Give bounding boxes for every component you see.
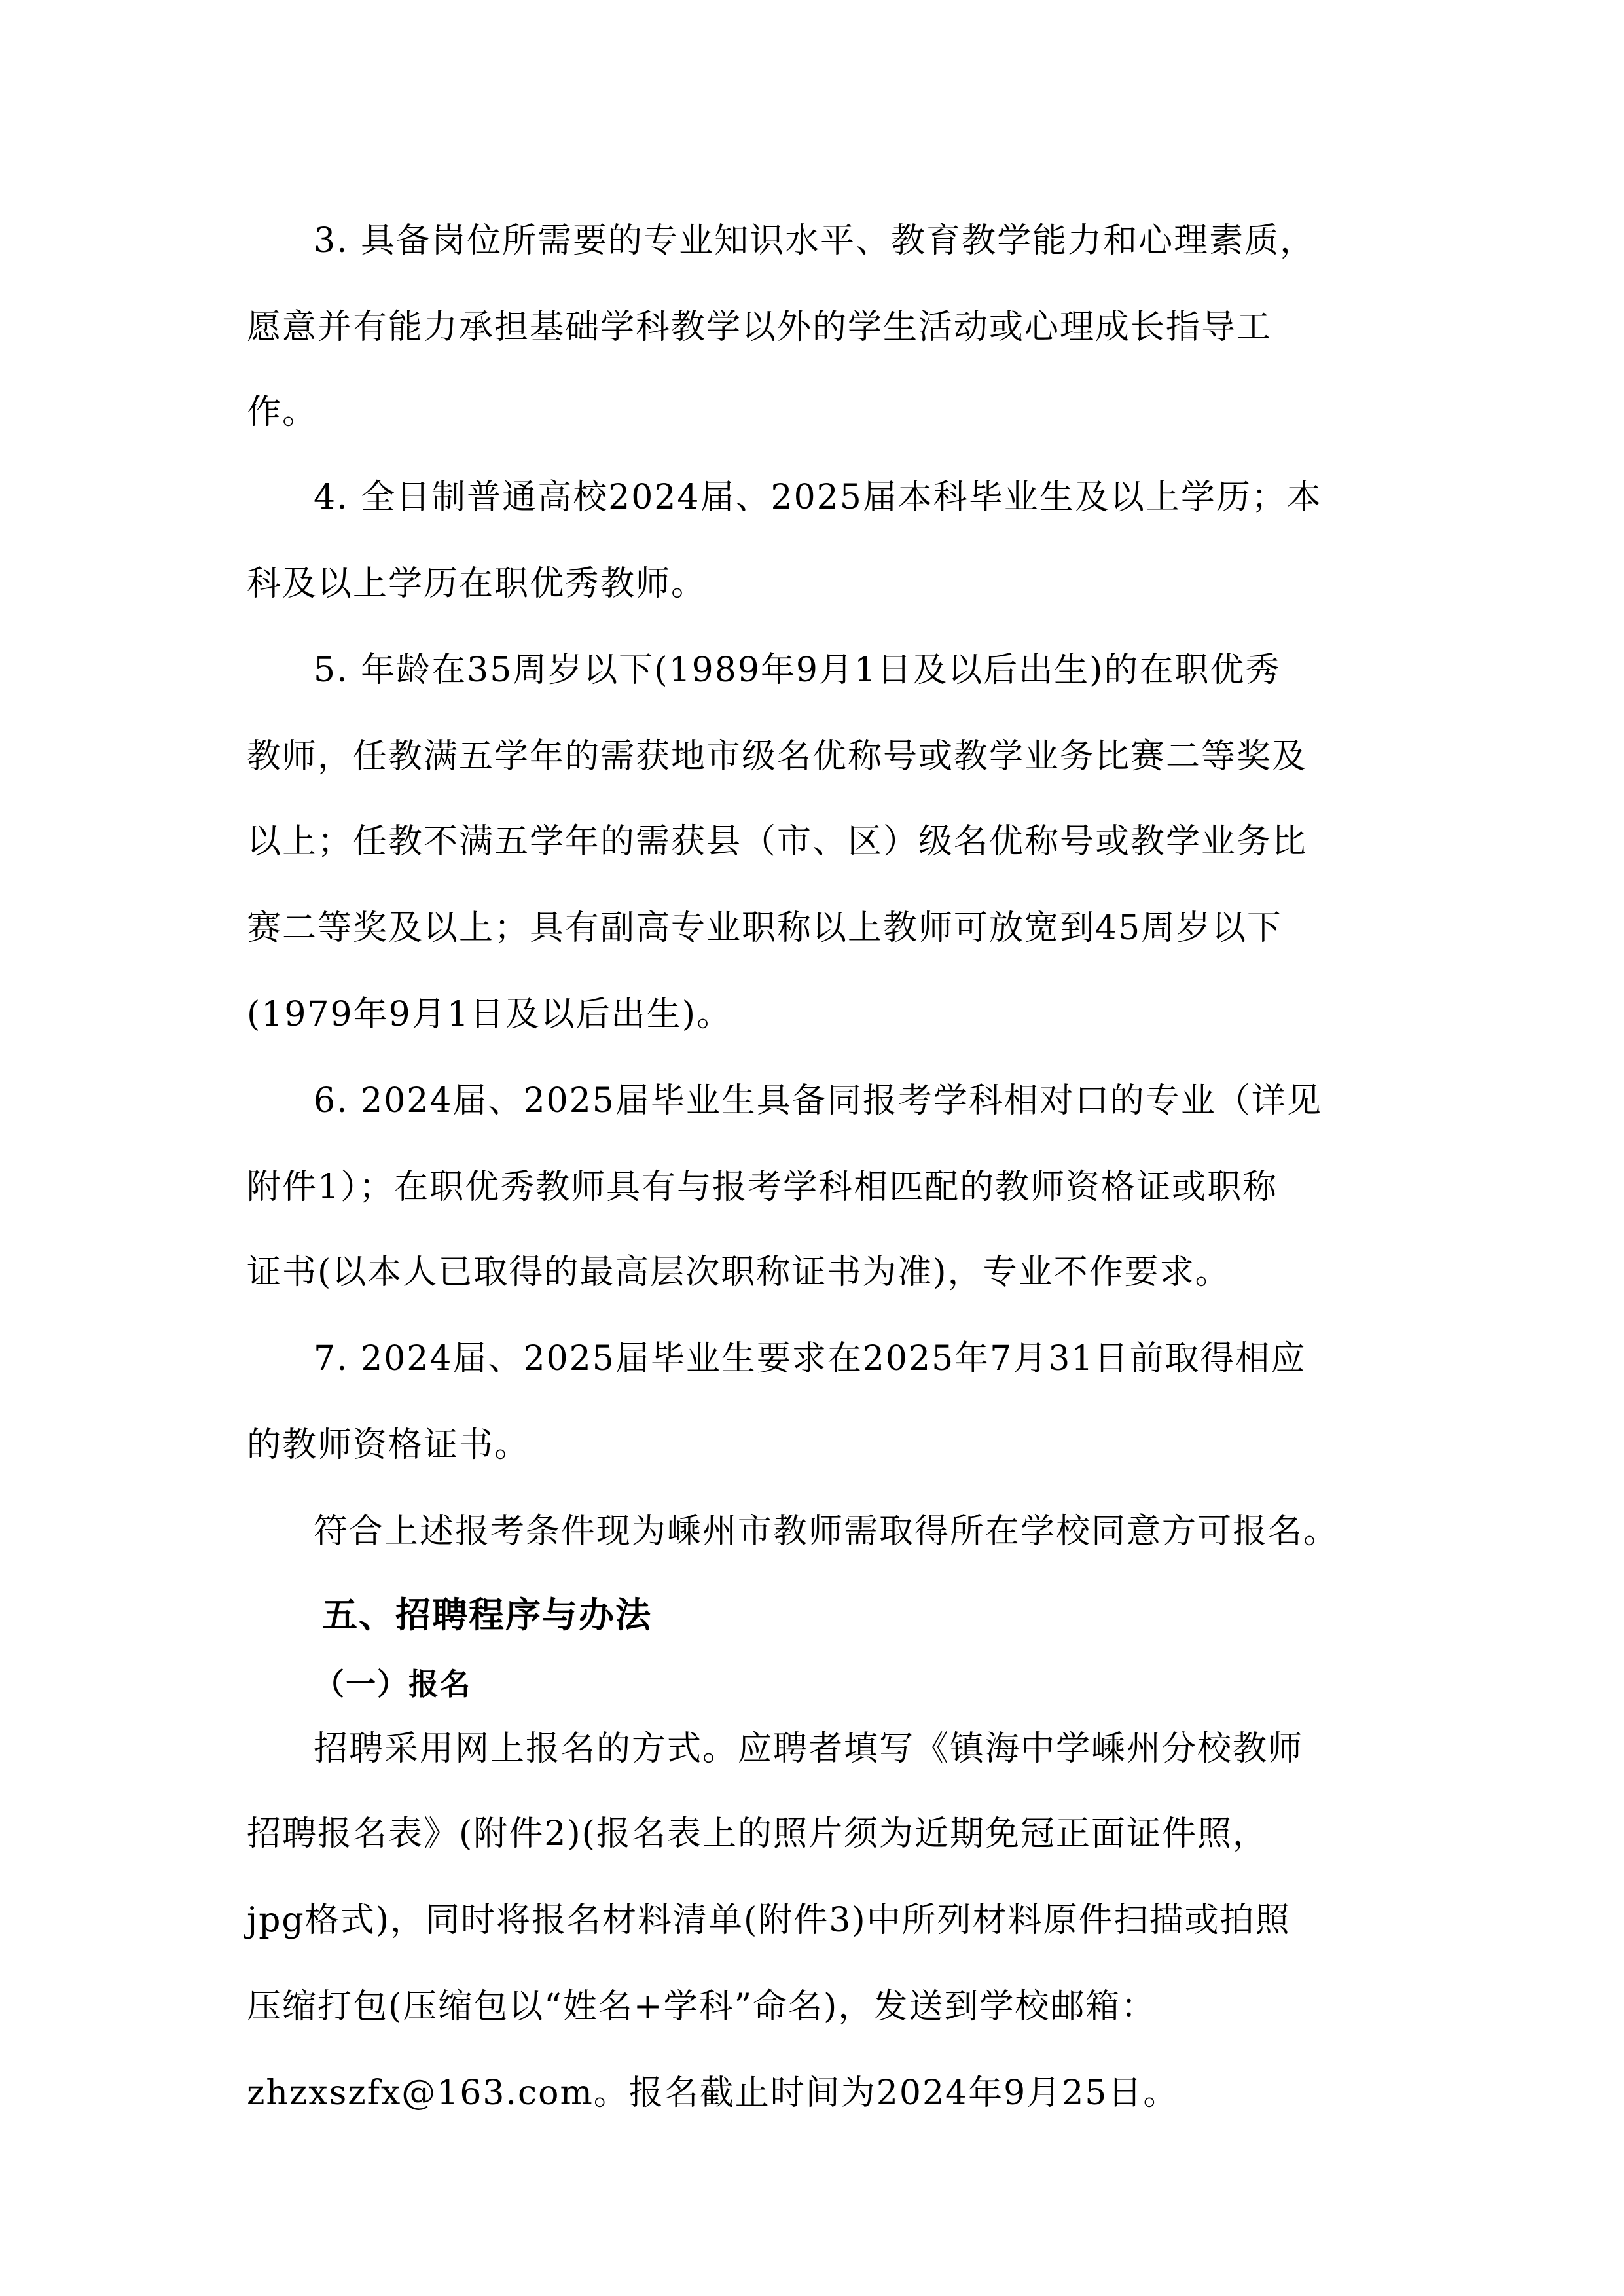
- item-4-line-2: 科及以上学历在职优秀教师。: [247, 564, 707, 603]
- registration-line-5: zhzxszfx@163.com。报名截止时间为2024年9月25日。: [247, 2073, 1179, 2113]
- item-7-line-1: 7. 2024届、2025届毕业生要求在2025年7月31日前取得相应: [314, 1339, 1307, 1378]
- item-5-line-2: 教师，任教满五学年的需获地市级名优称号或教学业务比赛二等奖及: [247, 737, 1308, 776]
- item-6-line-3: 证书(以本人已取得的最高层次职称证书为准)，专业不作要求。: [247, 1253, 1231, 1292]
- item-7-line-2: 的教师资格证书。: [247, 1426, 530, 1465]
- section-5-heading: 五、招聘程序与办法: [322, 1594, 652, 1636]
- item-4-line-1: 4. 全日制普通高校2024届、2025届本科毕业生及以上学历；本: [314, 478, 1322, 517]
- item-5-line-5: (1979年9月1日及以后出生)。: [247, 995, 732, 1034]
- item-6-line-1: 6. 2024届、2025届毕业生具备同报考学科相对口的专业（详见: [314, 1081, 1322, 1121]
- item-3-line-1: 3. 具备岗位所需要的专业知识水平、教育教学能力和心理素质，: [314, 221, 1316, 260]
- item-5-line-4: 赛二等奖及以上；具有副高专业职称以上教师可放宽到45周岁以下: [247, 908, 1283, 948]
- registration-line-3: jpg格式)，同时将报名材料清单(附件3)中所列材料原件扫描或拍照: [247, 1901, 1291, 1940]
- registration-line-1: 招聘采用网上报名的方式。应聘者填写《镇海中学嵊州分校教师: [314, 1729, 1304, 1768]
- item-3-line-2: 愿意并有能力承担基础学科教学以外的学生活动或心理成长指导工: [247, 308, 1272, 347]
- registration-line-2: 招聘报名表》(附件2)(报名表上的照片须为近期免冠正面证件照，: [247, 1814, 1268, 1854]
- registration-line-4: 压缩打包(压缩包以“姓名+学科”命名)，发送到学校邮箱：: [247, 1987, 1157, 2026]
- item-5-line-1: 5. 年龄在35周岁以下(1989年9月1日及以后出生)的在职优秀: [314, 651, 1281, 690]
- registration-subheading: （一）报名: [314, 1666, 471, 1702]
- item-3-line-3: 作。: [247, 393, 318, 432]
- item-6-line-2: 附件1）；在职优秀教师具有与报考学科相匹配的教师资格证或职称: [247, 1168, 1278, 1207]
- eligibility-note: 符合上述报考条件现为嵊州市教师需取得所在学校同意方可报名。: [314, 1512, 1339, 1551]
- item-5-line-3: 以上；任教不满五学年的需获县（市、区）级名优称号或教学业务比: [247, 822, 1308, 861]
